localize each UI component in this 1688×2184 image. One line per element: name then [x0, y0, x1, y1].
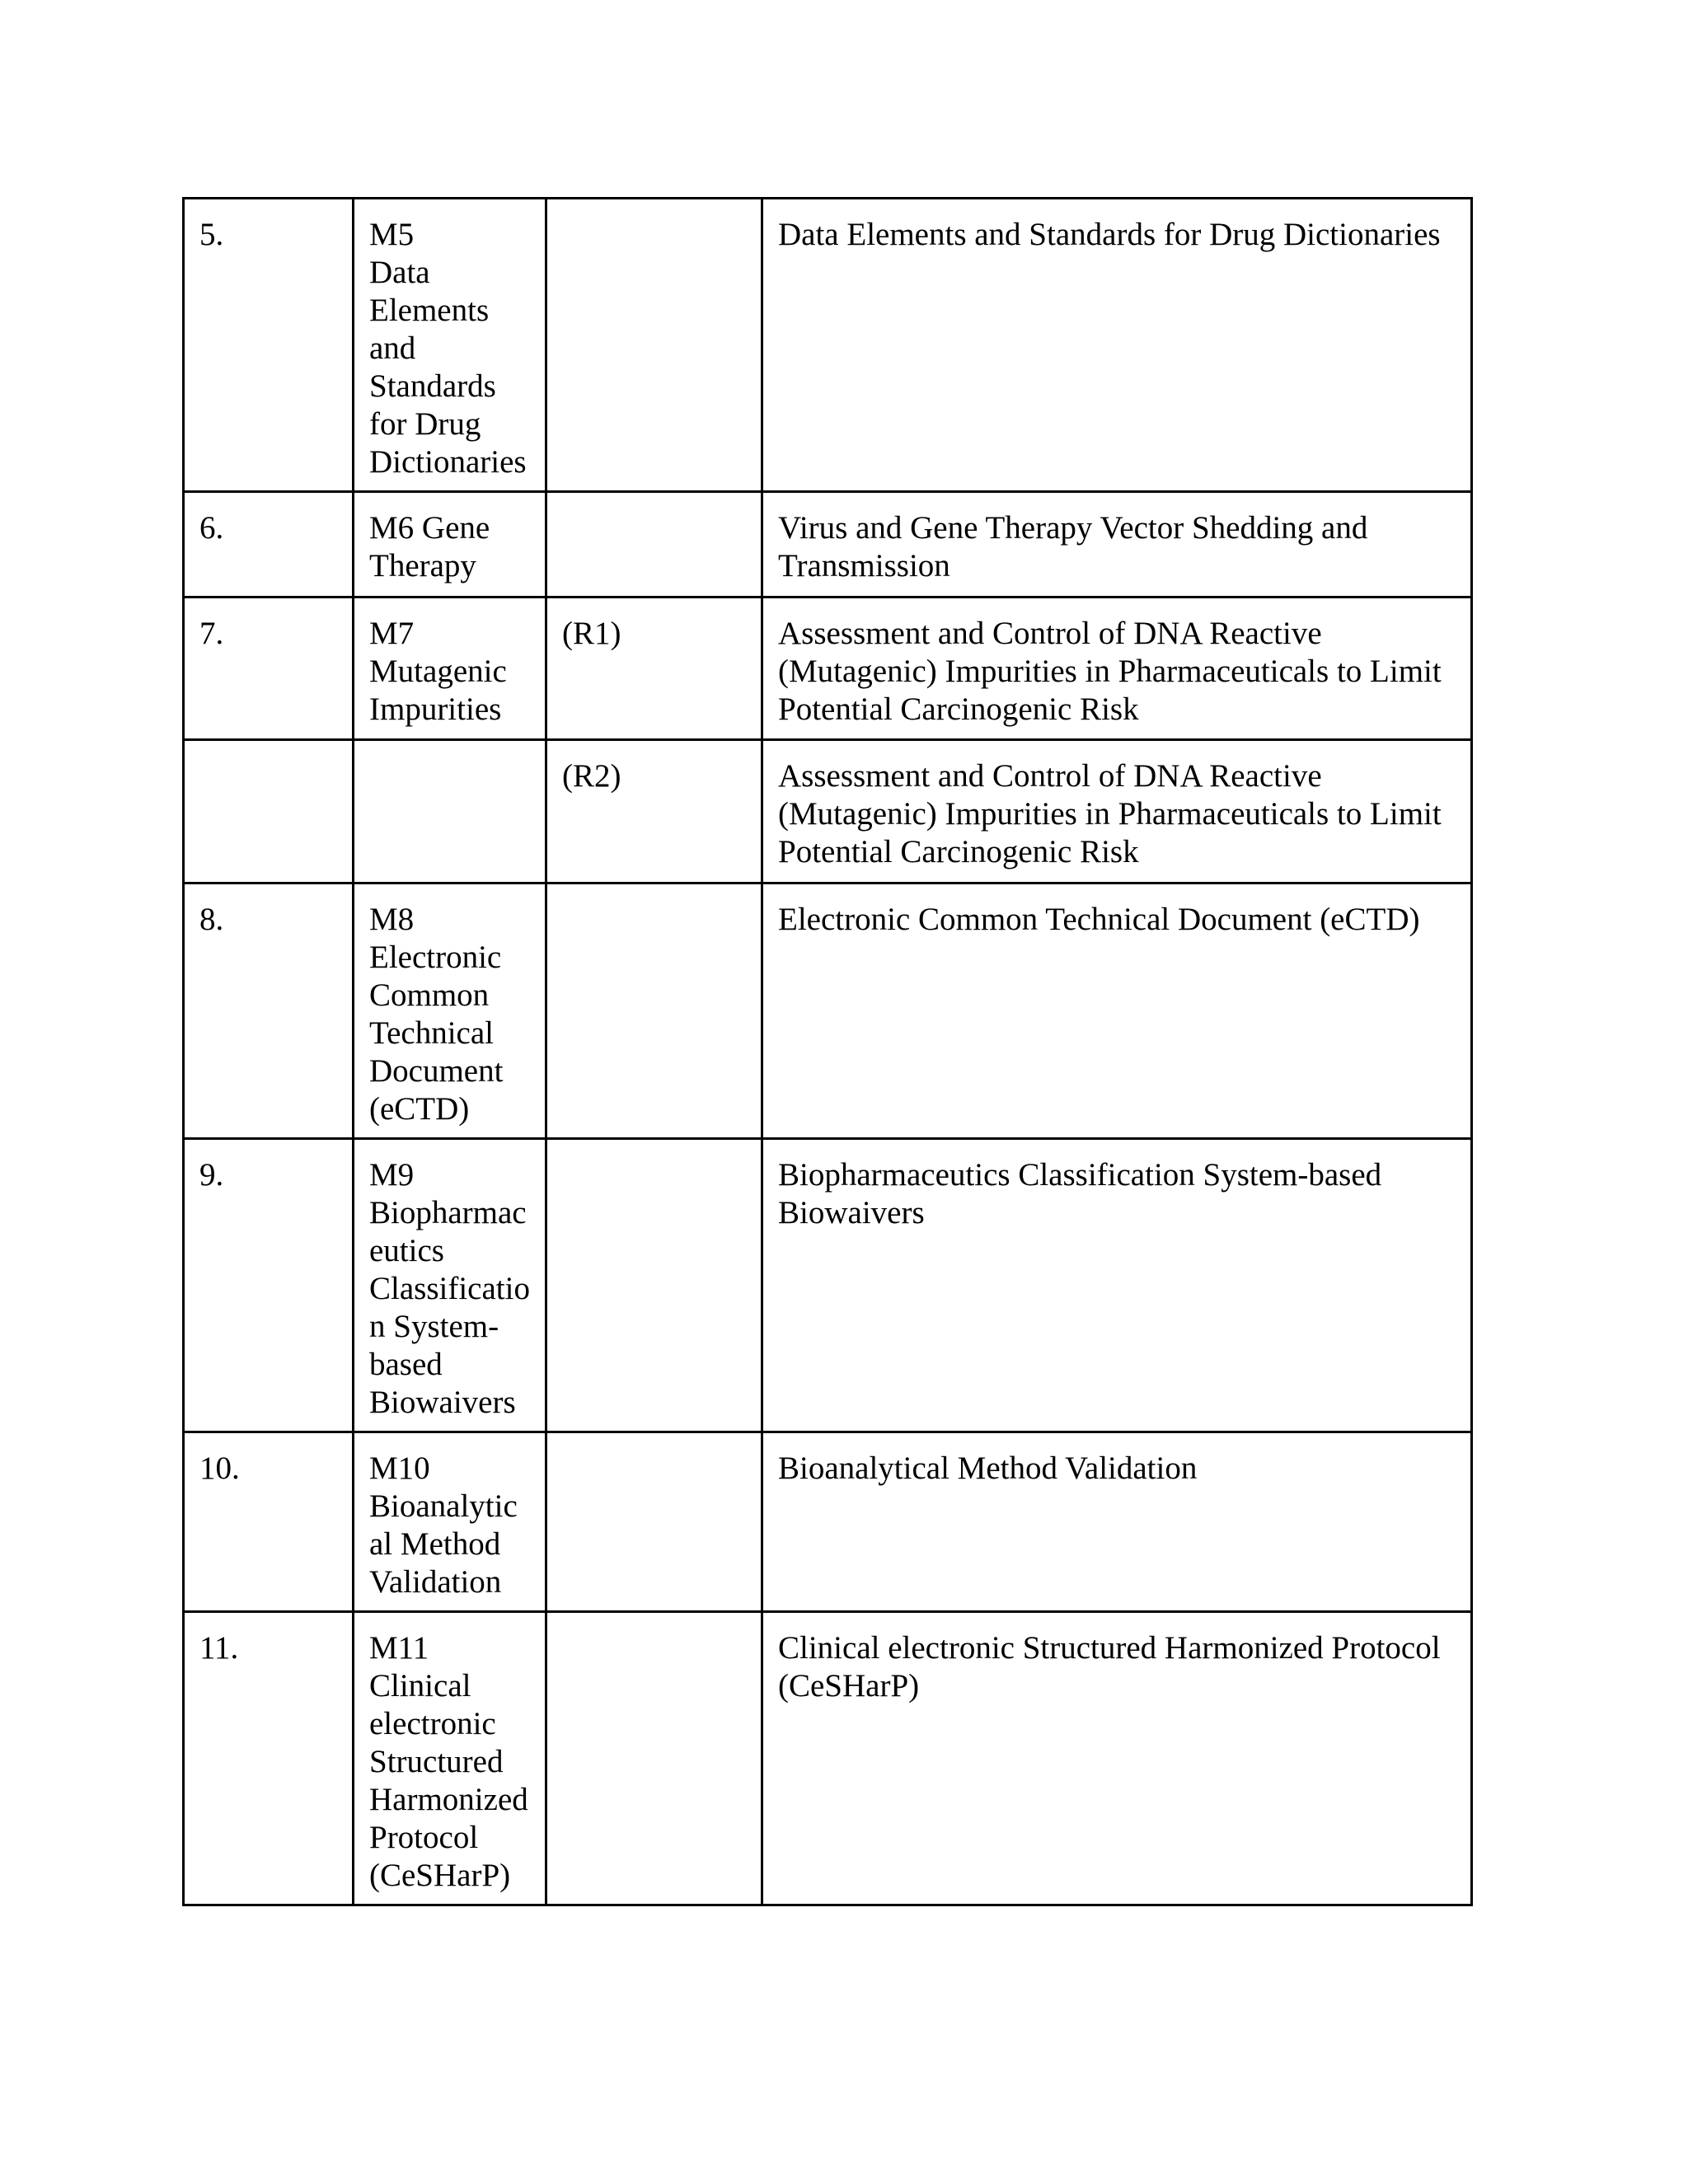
guideline-title-cell: Assessment and Control of DNA Reactive (Mutagenic) Impurities in Pharmaceuticals to Limit Potential Carcinogenic Risk [762, 598, 1472, 740]
guideline-code-line: M10 [369, 1451, 430, 1486]
guideline-code-line: Classificatio [369, 1271, 530, 1306]
guideline-code-cell [354, 1139, 546, 1432]
guideline-title-cell: Clinical electronic Structured Harmonized Protocol (CeSHarP) [762, 1612, 1472, 1905]
table-row [184, 1139, 1472, 1432]
guideline-code-line: Document [369, 1053, 504, 1089]
table-body [184, 199, 1472, 1905]
table-row [184, 1432, 1472, 1612]
guideline-code-line: Dictionaries [369, 444, 527, 480]
guideline-code-cell [354, 199, 546, 492]
revision-cell [546, 1139, 762, 1432]
row-number-cell [184, 740, 354, 883]
revision-cell [546, 492, 762, 598]
guideline-code-line: Biopharmac [369, 1195, 527, 1230]
guideline-title-cell: Data Elements and Standards for Drug Dictionaries [762, 199, 1472, 492]
guideline-title-cell: Electronic Common Technical Document (eCTD) [762, 883, 1472, 1139]
revision-cell [546, 1612, 762, 1905]
revision-cell [546, 1432, 762, 1612]
guideline-code-line: M6 Gene [369, 510, 490, 546]
guideline-code-line: electronic [369, 1706, 496, 1741]
row-number-cell: 5. [184, 199, 354, 492]
guideline-code-line: Clinical [369, 1668, 471, 1704]
guideline-code-line: eutics [369, 1233, 444, 1268]
guideline-code-line: M9 [369, 1157, 415, 1193]
guideline-code-line: (CeSHarP) [369, 1858, 511, 1893]
row-number-cell: 11. [184, 1612, 354, 1905]
guideline-code-line: Electronic [369, 940, 502, 975]
guideline-code-line: and [369, 330, 416, 366]
row-number-cell: 9. [184, 1139, 354, 1432]
revision-cell [546, 883, 762, 1139]
revision-cell: (R2) [546, 740, 762, 883]
revision-cell: (R1) [546, 598, 762, 740]
guideline-code-line: Elements [369, 293, 490, 328]
revision-cell [546, 199, 762, 492]
guideline-code-line: Bioanalytic [369, 1488, 518, 1524]
guideline-code-cell [354, 492, 546, 598]
guideline-code-line: M7 [369, 616, 415, 651]
guideline-code-line: M8 [369, 902, 415, 937]
guideline-title-cell: Biopharmaceutics Classification System-based Biowaivers [762, 1139, 1472, 1432]
guideline-code-line: Harmonized [369, 1782, 528, 1817]
row-number-cell: 7. [184, 598, 354, 740]
guideline-code-line: based [369, 1347, 443, 1382]
guideline-code-line: Standards [369, 368, 496, 404]
guideline-code-line: Data [369, 255, 430, 290]
guideline-code-line: Therapy [369, 548, 476, 583]
guideline-code-line: (eCTD) [369, 1091, 470, 1127]
table-row [184, 740, 1472, 883]
guideline-code-line: al Method [369, 1526, 501, 1562]
table-row [184, 1612, 1472, 1905]
row-number-cell: 6. [184, 492, 354, 598]
guideline-code-line: Common [369, 977, 490, 1013]
guideline-code-cell [354, 1612, 546, 1905]
guideline-code-cell [354, 883, 546, 1139]
guideline-code-line: Structured [369, 1744, 504, 1779]
table-row [184, 199, 1472, 492]
table-row [184, 492, 1472, 598]
guideline-code-line: n System- [369, 1309, 499, 1344]
guideline-code-line: Technical [369, 1015, 495, 1051]
row-number-cell: 8. [184, 883, 354, 1139]
guideline-code-line: Mutagenic [369, 654, 507, 689]
guideline-title-cell: Bioanalytical Method Validation [762, 1432, 1472, 1612]
guideline-code-line: M11 [369, 1630, 429, 1666]
guideline-code-line: Validation [369, 1564, 502, 1600]
guideline-code-line: Protocol [369, 1820, 479, 1855]
guideline-code-line: for Drug [369, 406, 481, 442]
guidelines-table [182, 197, 1473, 1906]
table-row [184, 598, 1472, 740]
guideline-code-line: Impurities [369, 691, 502, 727]
guideline-code-cell [354, 1432, 546, 1612]
guideline-code-cell [354, 598, 546, 740]
guideline-code-line: M5 [369, 217, 415, 252]
row-number-cell: 10. [184, 1432, 354, 1612]
guideline-title-cell: Virus and Gene Therapy Vector Shedding and Transmission [762, 492, 1472, 598]
guideline-code-line: Biowaivers [369, 1385, 516, 1420]
table-row [184, 883, 1472, 1139]
guideline-title-cell: Assessment and Control of DNA Reactive (Mutagenic) Impurities in Pharmaceuticals to Limit Potential Carcinogenic Risk [762, 740, 1472, 883]
guideline-code-cell [354, 740, 546, 883]
